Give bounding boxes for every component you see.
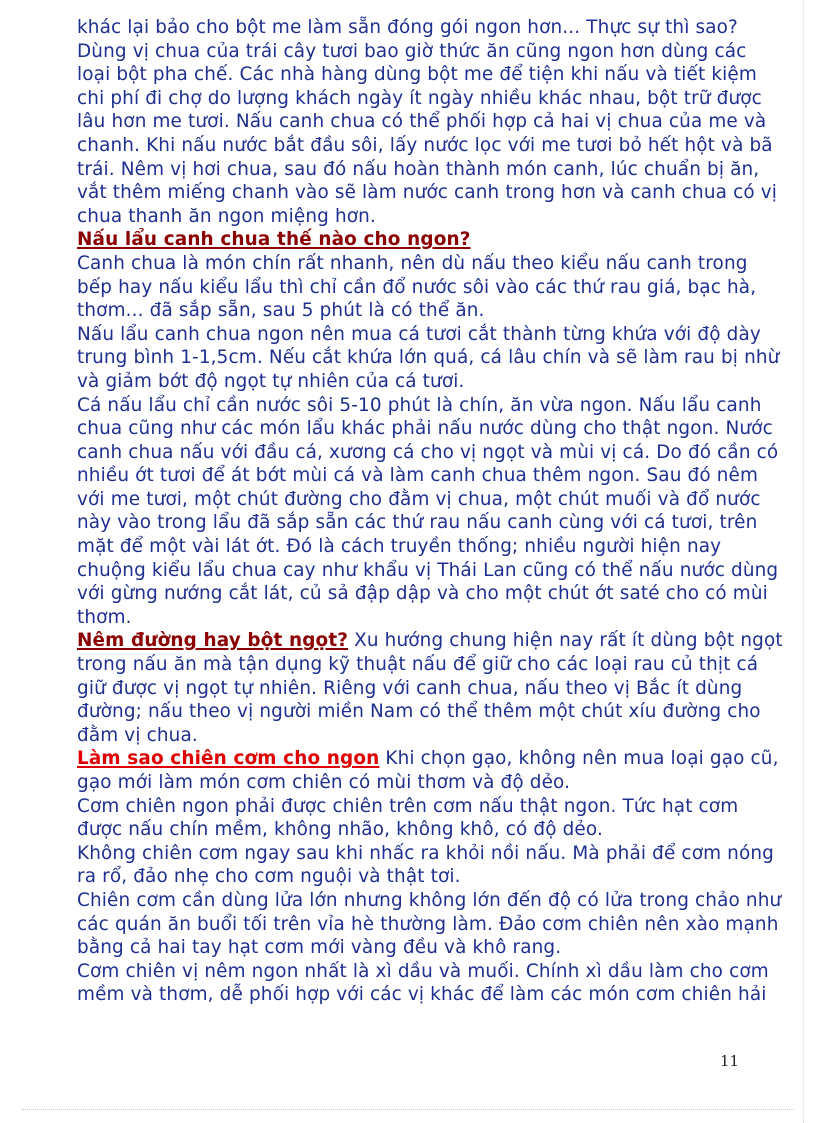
document-body: [77, 16, 785, 1007]
paragraph: Cá nấu lẩu chỉ cần nước sôi 5-10 phút là chín, ăn vừa ngon. Nấu lẩu canh chua cũng như các món lẩu khác phải nấu nước dùng cho thật ngon. Nước canh chua nấu với đầu cá, xương cá cho vị ngọt và mùi vị cá. Do đó cần có nhiều ớt tươi để át bớt mùi cá và làm canh chua thêm ngon. Sau đó nêm với me tươi, một chút đường cho đằm vị chua, một chút muối và đổ nước này vào trong lẩu đã sắp sẵn các thứ rau nấu canh cùng với cá tươi, trên mặt để một vài lát ớt. Đó là cách truyền thống; nhiều người hiện nay chuộng kiểu lẩu chua cay như khẩu vị Thái Lan cũng có thể nấu nước dùng với gừng nướng cắt lát, củ sả đập dập và cho một chút ớt saté cho có mùi thơm.: [77, 394, 779, 628]
section-heading-chien-com: Làm sao chiên cơm cho ngon: [77, 748, 380, 770]
page-right-border: [803, 0, 804, 1123]
paragraph: Cơm chiên vị nêm ngon nhất là xì dầu và muối. Chính xì dầu làm cho cơm mềm và thơm, dễ phối hợp với các vị khác để làm các món cơm chiên hải: [77, 960, 769, 1006]
paragraph: Nấu lẩu canh chua ngon nên mua cá tươi cắt thành từng khứa với độ dày trung bình 1-1,5cm. Nếu cắt khứa lớn quá, cá lâu chín và sẽ làm rau bị nhừ và giảm bớt độ ngọt tự nhiên của cá tươi.: [77, 323, 780, 392]
paragraph: Chiên cơm cần dùng lửa lớn nhưng không lớn đến độ có lửa trong chảo như các quán ăn buổi tối trên vỉa hè thường làm. Đảo cơm chiên nên xào mạnh bằng cả hai tay hạt cơm mới vàng đều và khô rang.: [77, 889, 782, 959]
page-bottom-border: [22, 1109, 794, 1110]
paragraph: Không chiên cơm ngay sau khi nhấc ra khỏi nồi nấu. Mà phải để cơm nóng ra rổ, đảo nhẹ cho cơm nguội và thật tơi.: [77, 842, 774, 888]
section-text: Xu hướng chung hiện nay rất ít dùng bột ngọt trong nấu ăn mà tận dụng kỹ thuật nấu để giữ cho các loại rau củ thịt cá giữ được vị ngọt tự nhiên. Riêng với canh chua, nấu theo vị Bắc ít dùng đường; nấu theo vị người miền Nam có thể thêm một chút xíu đường cho đằm vị chua.: [77, 630, 783, 746]
paragraph: Canh chua là món chín rất nhanh, nên dù nấu theo kiểu nấu canh trong bếp hay nấu kiểu lẩu thì chỉ cần đổ nước sôi vào các thứ rau giá, bạc hà, thơm... đã sắp sẵn, sau 5 phút là có thể ăn.: [77, 252, 757, 322]
section-heading-nem-duong: Nêm đường hay bột ngọt?: [77, 630, 349, 652]
section-text: Khi chọn gạo, không nên mua loại gạo cũ, gạo mới làm món cơm chiên có mùi thơm và độ dẻo.: [77, 748, 779, 793]
section-heading-lau-canh-chua: Nấu lẩu canh chua thế nào cho ngon?: [77, 229, 471, 251]
section-nem-duong: [77, 629, 785, 747]
paragraph: Cơm chiên ngon phải được chiên trên cơm nấu thật ngon. Tức hạt cơm được nấu chín mềm, không nhão, không khô, có độ dẻo.: [77, 795, 739, 841]
section-chien-com: [77, 747, 785, 794]
page-number: 11: [720, 1052, 740, 1070]
intro-paragraph: khác lại bảo cho bột me làm sẵn đóng gói ngon hơn... Thực sự thì sao? Dùng vị chua của trái cây tươi bao giờ thức ăn cũng ngon hơn dùng các loại bột pha chế. Các nhà hàng dùng bột me để tiện khi nấu và tiết kiệm chi phí đi chợ do lượng khách ngày ít ngày nhiều khác nhau, bột trữ được lâu hơn me tươi. Nấu canh chua có thể phối hợp cả hai vị chua của me và chanh. Khi nấu nước bắt đầu sôi, lấy nước lọc với me tươi bỏ hết hột và bã trái. Nêm vị hơi chua, sau đó nấu hoàn thành món canh, lúc chuẩn bị ăn, vắt thêm miếng chanh vào sẽ làm nước canh trong hơn và canh chua có vị chua thanh ăn ngon miệng hơn.: [77, 17, 778, 227]
